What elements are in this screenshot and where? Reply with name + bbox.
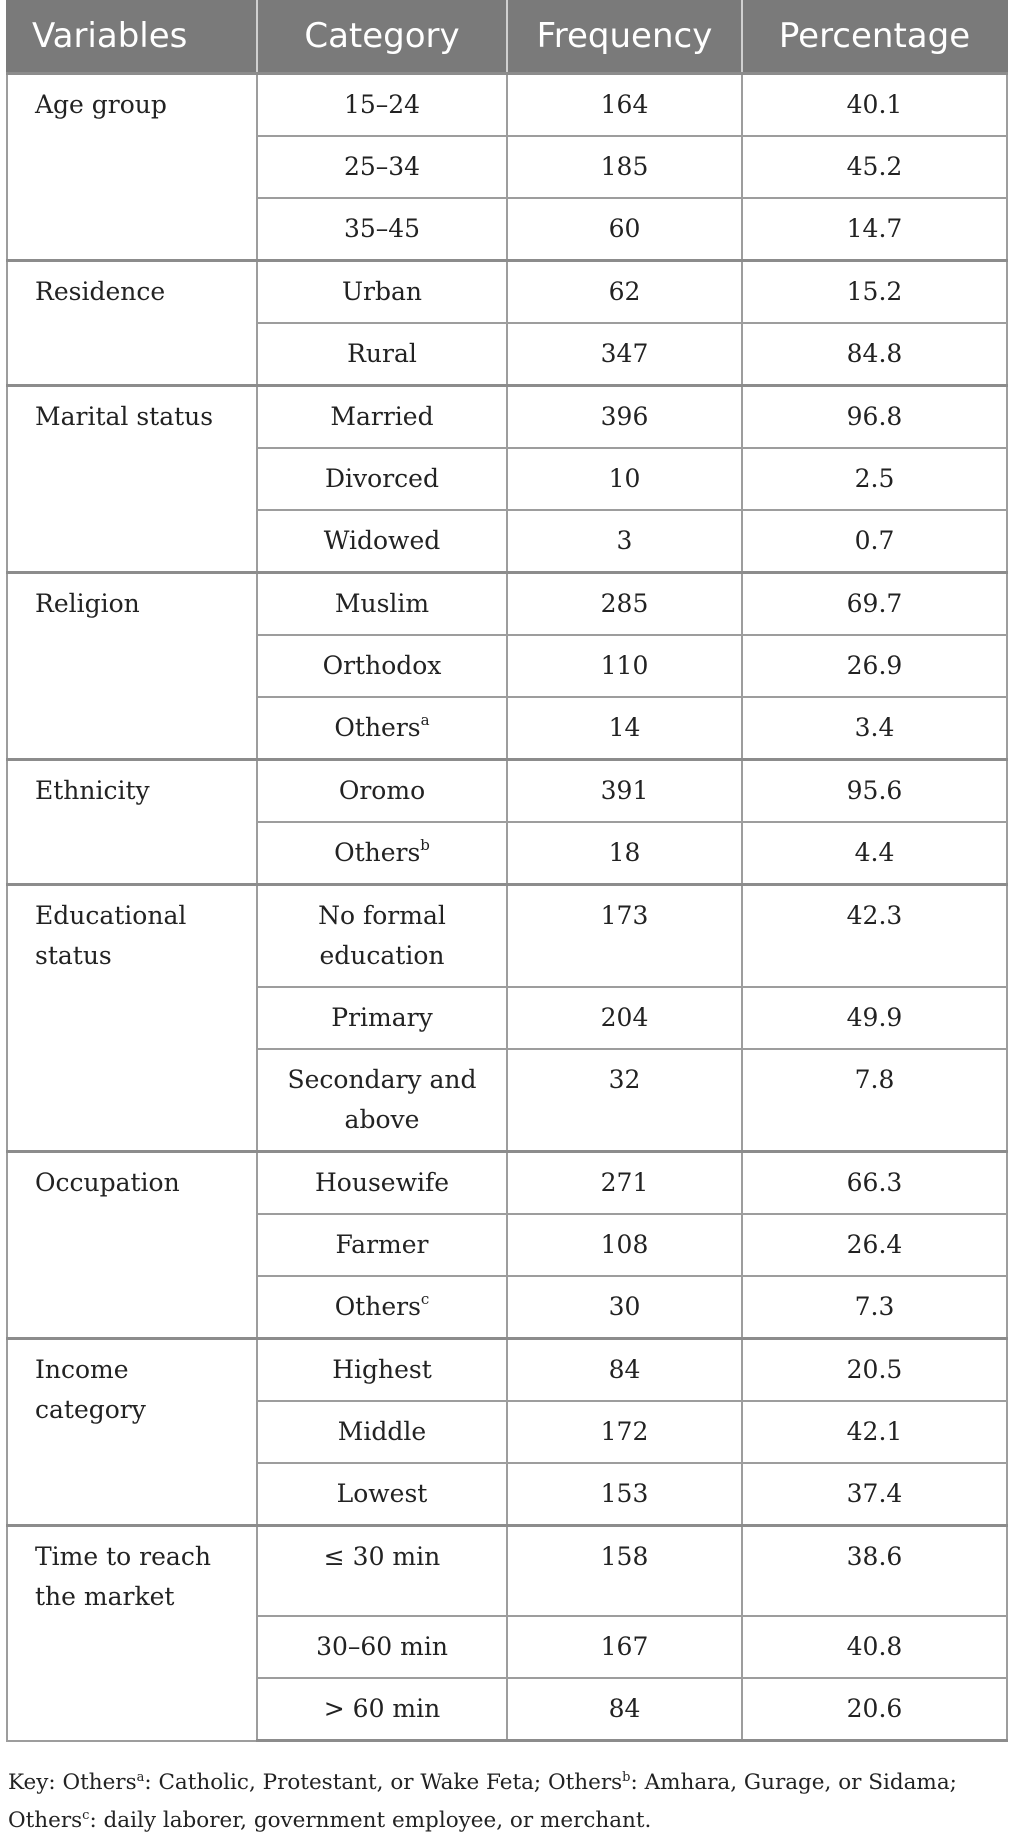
percentage-cell: 26.4 bbox=[742, 1214, 1007, 1276]
category-cell: Married bbox=[257, 386, 507, 449]
table-body bbox=[7, 74, 1007, 1741]
frequency-cell: 347 bbox=[507, 323, 742, 386]
category-text: Others bbox=[334, 713, 421, 742]
percentage-cell: 37.4 bbox=[742, 1463, 1007, 1526]
variable-cell: Time to reach the market bbox=[7, 1526, 257, 1741]
percentage-cell: 26.9 bbox=[742, 635, 1007, 697]
category-cell: Muslim bbox=[257, 573, 507, 636]
frequency-cell: 110 bbox=[507, 635, 742, 697]
footnote-definition: : daily laborer, government employee, or merchant. bbox=[89, 1808, 652, 1833]
frequency-cell: 167 bbox=[507, 1616, 742, 1678]
percentage-cell: 69.7 bbox=[742, 573, 1007, 636]
percentage-cell: 49.9 bbox=[742, 987, 1007, 1049]
footnote-term: Others bbox=[62, 1770, 137, 1795]
percentage-cell: 2.5 bbox=[742, 448, 1007, 510]
table-row bbox=[7, 760, 1007, 823]
percentage-cell: 20.5 bbox=[742, 1339, 1007, 1402]
header-row bbox=[7, 0, 1007, 74]
percentage-cell: 96.8 bbox=[742, 386, 1007, 449]
variable-cell: Residence bbox=[7, 261, 257, 386]
footnote-term-marker: b bbox=[622, 1769, 631, 1785]
percentage-cell: 95.6 bbox=[742, 760, 1007, 823]
variable-cell: Educational status bbox=[7, 885, 257, 1152]
table-row bbox=[7, 74, 1007, 137]
table-row bbox=[7, 885, 1007, 988]
frequency-cell: 18 bbox=[507, 822, 742, 885]
footnote-term-marker: c bbox=[82, 1807, 90, 1823]
variable-cell: Age group bbox=[7, 74, 257, 261]
category-cell: Widowed bbox=[257, 510, 507, 573]
category-text: Others bbox=[334, 838, 421, 867]
category-cell: Primary bbox=[257, 987, 507, 1049]
frequency-cell: 10 bbox=[507, 448, 742, 510]
footnote-term: Others bbox=[548, 1770, 623, 1795]
category-cell: 25–34 bbox=[257, 136, 507, 198]
frequency-cell: 285 bbox=[507, 573, 742, 636]
percentage-cell: 40.1 bbox=[742, 74, 1007, 137]
category-cell bbox=[257, 822, 507, 885]
percentage-cell: 40.8 bbox=[742, 1616, 1007, 1678]
percentage-cell: 4.4 bbox=[742, 822, 1007, 885]
category-cell: Secondary and above bbox=[257, 1049, 507, 1152]
category-cell: > 60 min bbox=[257, 1678, 507, 1741]
percentage-cell: 3.4 bbox=[742, 697, 1007, 760]
frequency-cell: 391 bbox=[507, 760, 742, 823]
frequency-cell: 158 bbox=[507, 1526, 742, 1617]
table-row bbox=[7, 386, 1007, 449]
footnote-marker: b bbox=[420, 835, 430, 854]
percentage-cell: 7.3 bbox=[742, 1276, 1007, 1339]
category-cell: Rural bbox=[257, 323, 507, 386]
frequency-cell: 271 bbox=[507, 1152, 742, 1215]
category-cell: Divorced bbox=[257, 448, 507, 510]
header-percentage: Percentage bbox=[742, 0, 1007, 74]
category-cell: Housewife bbox=[257, 1152, 507, 1215]
footnote-marker: c bbox=[420, 1289, 430, 1308]
demographics-table bbox=[6, 0, 1008, 1742]
table-row bbox=[7, 261, 1007, 324]
footnote-marker: a bbox=[420, 710, 430, 729]
percentage-cell: 0.7 bbox=[742, 510, 1007, 573]
frequency-cell: 32 bbox=[507, 1049, 742, 1152]
table-header bbox=[7, 0, 1007, 74]
frequency-cell: 108 bbox=[507, 1214, 742, 1276]
footnote-definition: : Amhara, Gurage, or Sidama; bbox=[630, 1770, 957, 1795]
category-cell: 15–24 bbox=[257, 74, 507, 137]
frequency-cell: 153 bbox=[507, 1463, 742, 1526]
category-cell: ≤ 30 min bbox=[257, 1526, 507, 1617]
category-cell: Highest bbox=[257, 1339, 507, 1402]
table-row bbox=[7, 573, 1007, 636]
header-category: Category bbox=[257, 0, 507, 74]
category-cell: Middle bbox=[257, 1401, 507, 1463]
footnote-term-marker: a bbox=[136, 1769, 145, 1785]
percentage-cell: 20.6 bbox=[742, 1678, 1007, 1741]
footnote-label: Key: bbox=[8, 1770, 56, 1795]
percentage-cell: 14.7 bbox=[742, 198, 1007, 261]
percentage-cell: 15.2 bbox=[742, 261, 1007, 324]
category-cell: Urban bbox=[257, 261, 507, 324]
frequency-cell: 30 bbox=[507, 1276, 742, 1339]
frequency-cell: 172 bbox=[507, 1401, 742, 1463]
percentage-cell: 45.2 bbox=[742, 136, 1007, 198]
header-frequency: Frequency bbox=[507, 0, 742, 74]
footnote-items bbox=[8, 1770, 957, 1833]
percentage-cell: 42.1 bbox=[742, 1401, 1007, 1463]
variable-cell: Marital status bbox=[7, 386, 257, 573]
frequency-cell: 185 bbox=[507, 136, 742, 198]
frequency-cell: 84 bbox=[507, 1339, 742, 1402]
category-cell: 30–60 min bbox=[257, 1616, 507, 1678]
variable-cell: Religion bbox=[7, 573, 257, 760]
category-cell: Oromo bbox=[257, 760, 507, 823]
percentage-cell: 42.3 bbox=[742, 885, 1007, 988]
frequency-cell: 14 bbox=[507, 697, 742, 760]
category-cell: Orthodox bbox=[257, 635, 507, 697]
table-row bbox=[7, 1152, 1007, 1215]
category-cell bbox=[257, 697, 507, 760]
variable-cell: Income category bbox=[7, 1339, 257, 1526]
frequency-cell: 204 bbox=[507, 987, 742, 1049]
percentage-cell: 66.3 bbox=[742, 1152, 1007, 1215]
table-row bbox=[7, 1526, 1007, 1617]
frequency-cell: 84 bbox=[507, 1678, 742, 1741]
table-row bbox=[7, 1339, 1007, 1402]
category-cell: 35–45 bbox=[257, 198, 507, 261]
frequency-cell: 62 bbox=[507, 261, 742, 324]
frequency-cell: 60 bbox=[507, 198, 742, 261]
percentage-cell: 38.6 bbox=[742, 1526, 1007, 1617]
frequency-cell: 173 bbox=[507, 885, 742, 988]
variable-cell: Ethnicity bbox=[7, 760, 257, 885]
header-variables: Variables bbox=[7, 0, 257, 74]
variable-cell: Occupation bbox=[7, 1152, 257, 1339]
percentage-cell: 7.8 bbox=[742, 1049, 1007, 1152]
frequency-cell: 396 bbox=[507, 386, 742, 449]
category-cell: Farmer bbox=[257, 1214, 507, 1276]
category-cell: No formal education bbox=[257, 885, 507, 988]
footnote-definition: : Catholic, Protestant, or Wake Feta; bbox=[144, 1770, 542, 1795]
footnote-term: Others bbox=[8, 1808, 83, 1833]
category-text: Others bbox=[334, 1292, 421, 1321]
table-footnote bbox=[8, 1764, 1008, 1840]
category-cell: Lowest bbox=[257, 1463, 507, 1526]
frequency-cell: 3 bbox=[507, 510, 742, 573]
percentage-cell: 84.8 bbox=[742, 323, 1007, 386]
category-cell bbox=[257, 1276, 507, 1339]
frequency-cell: 164 bbox=[507, 74, 742, 137]
